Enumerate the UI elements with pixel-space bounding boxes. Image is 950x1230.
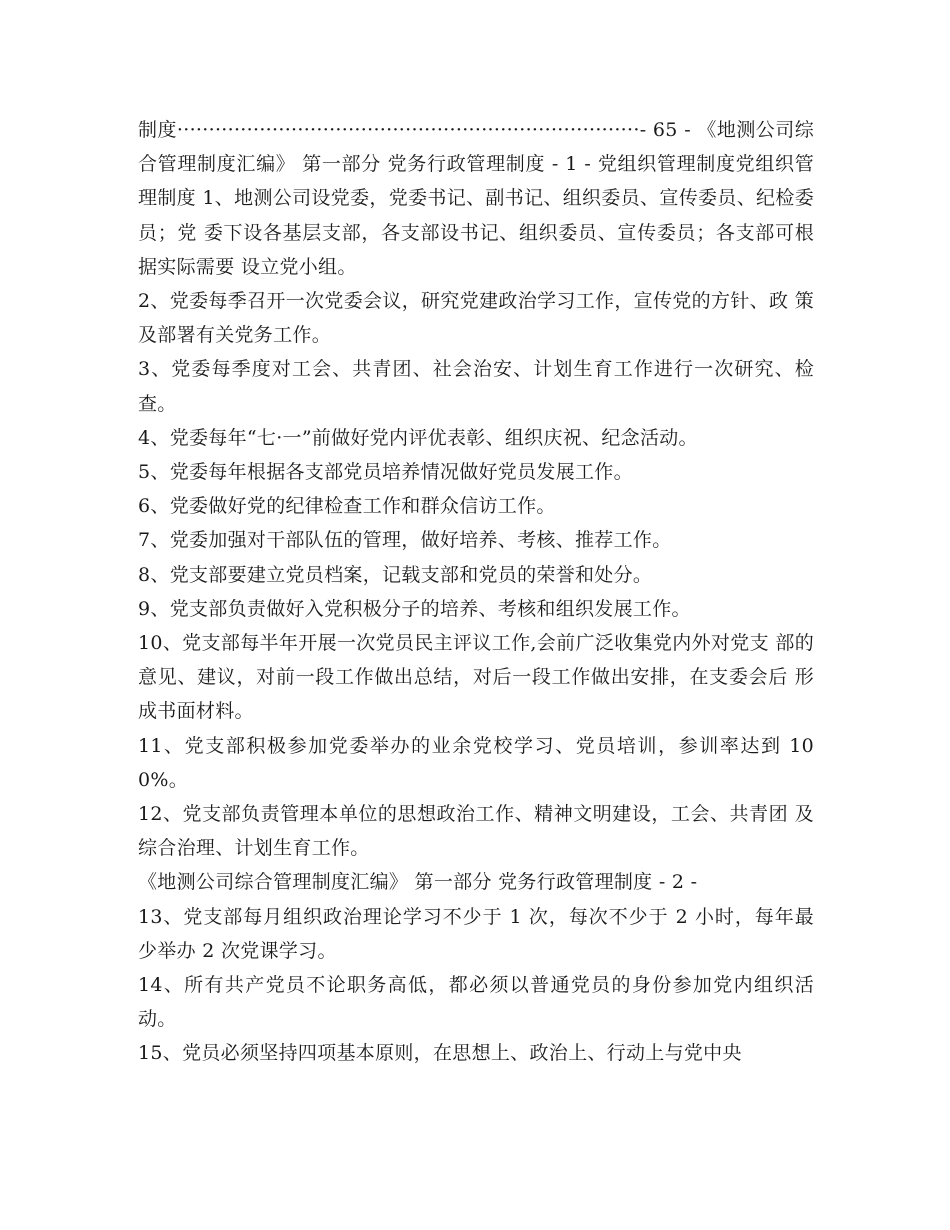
paragraph-intro: 制度·········································································- 65 - 《地测公司综合管理制度汇编》 第一部分 党务行政管理制度 - 1 - 党组织管理制度党组织管理制度 1、地测公司设党委，党委书记、副书记、组织委员、宣传委员、纪检委员；党 委下设各基层支部，各支部设书记、组织委员、宣传委员；各支部可根据实际需要 设立党小组。 (138, 119, 814, 278)
paragraph-item-4: 4、党委每年“七·一”前做好党内评优表彰、组织庆祝、纪念活动。 (138, 426, 698, 449)
page-header-running: 《地测公司综合管理制度汇编》 第一部分 党务行政管理制度 - 2 - (138, 871, 698, 894)
paragraph-item-6: 6、党委做好党的纪律检查工作和群众信访工作。 (138, 495, 556, 518)
paragraph-item-11: 11、党支部积极参加党委举办的业余党校学习、党员培训，参训率达到 100%。 (138, 734, 814, 791)
paragraph-item-8: 8、党支部要建立党员档案，记载支部和党员的荣誉和处分。 (138, 563, 653, 586)
paragraph-item-9: 9、党支部负责做好入党积极分子的培养、考核和组织发展工作。 (138, 597, 691, 620)
paragraph-item-13: 13、党支部每月组织政治理论学习不少于 1 次，每次不少于 2 小时，每年最 少举办 2 次党课学习。 (138, 905, 814, 962)
paragraph-item-14: 14、所有共产党员不论职务高低，都必须以普通党员的身份参加党内组织活 动。 (138, 974, 814, 1031)
paragraph-item-12: 12、党支部负责管理本单位的思想政治工作、精神文明建设，工会、共青团 及综合治理、计划生育工作。 (138, 803, 814, 860)
paragraph-item-7: 7、党委加强对干部队伍的管理，做好培养、考核、推荐工作。 (138, 529, 672, 552)
paragraph-item-10: 10、党支部每半年开展一次党员民主评议工作,会前广泛收集党内外对党支 部的意见、建议，对前一段工作做出总结，对后一段工作做出安排，在支委会后 形成书面材料。 (138, 632, 814, 723)
paragraph-item-5: 5、党委每年根据各支部党员培养情况做好党员发展工作。 (138, 461, 633, 484)
paragraph-item-3: 3、党委每季度对工会、共青团、社会治安、计划生育工作进行一次研究、检 查。 (138, 358, 814, 415)
paragraph-item-2: 2、党委每季召开一次党委会议，研究党建政治学习工作，宣传党的方针、政 策及部署有关党务工作。 (138, 290, 814, 347)
document-page (138, 113, 814, 1071)
paragraph-item-15: 15、党员必须坚持四项基本原则，在思想上、政治上、行动上与党中央 (138, 1042, 742, 1065)
